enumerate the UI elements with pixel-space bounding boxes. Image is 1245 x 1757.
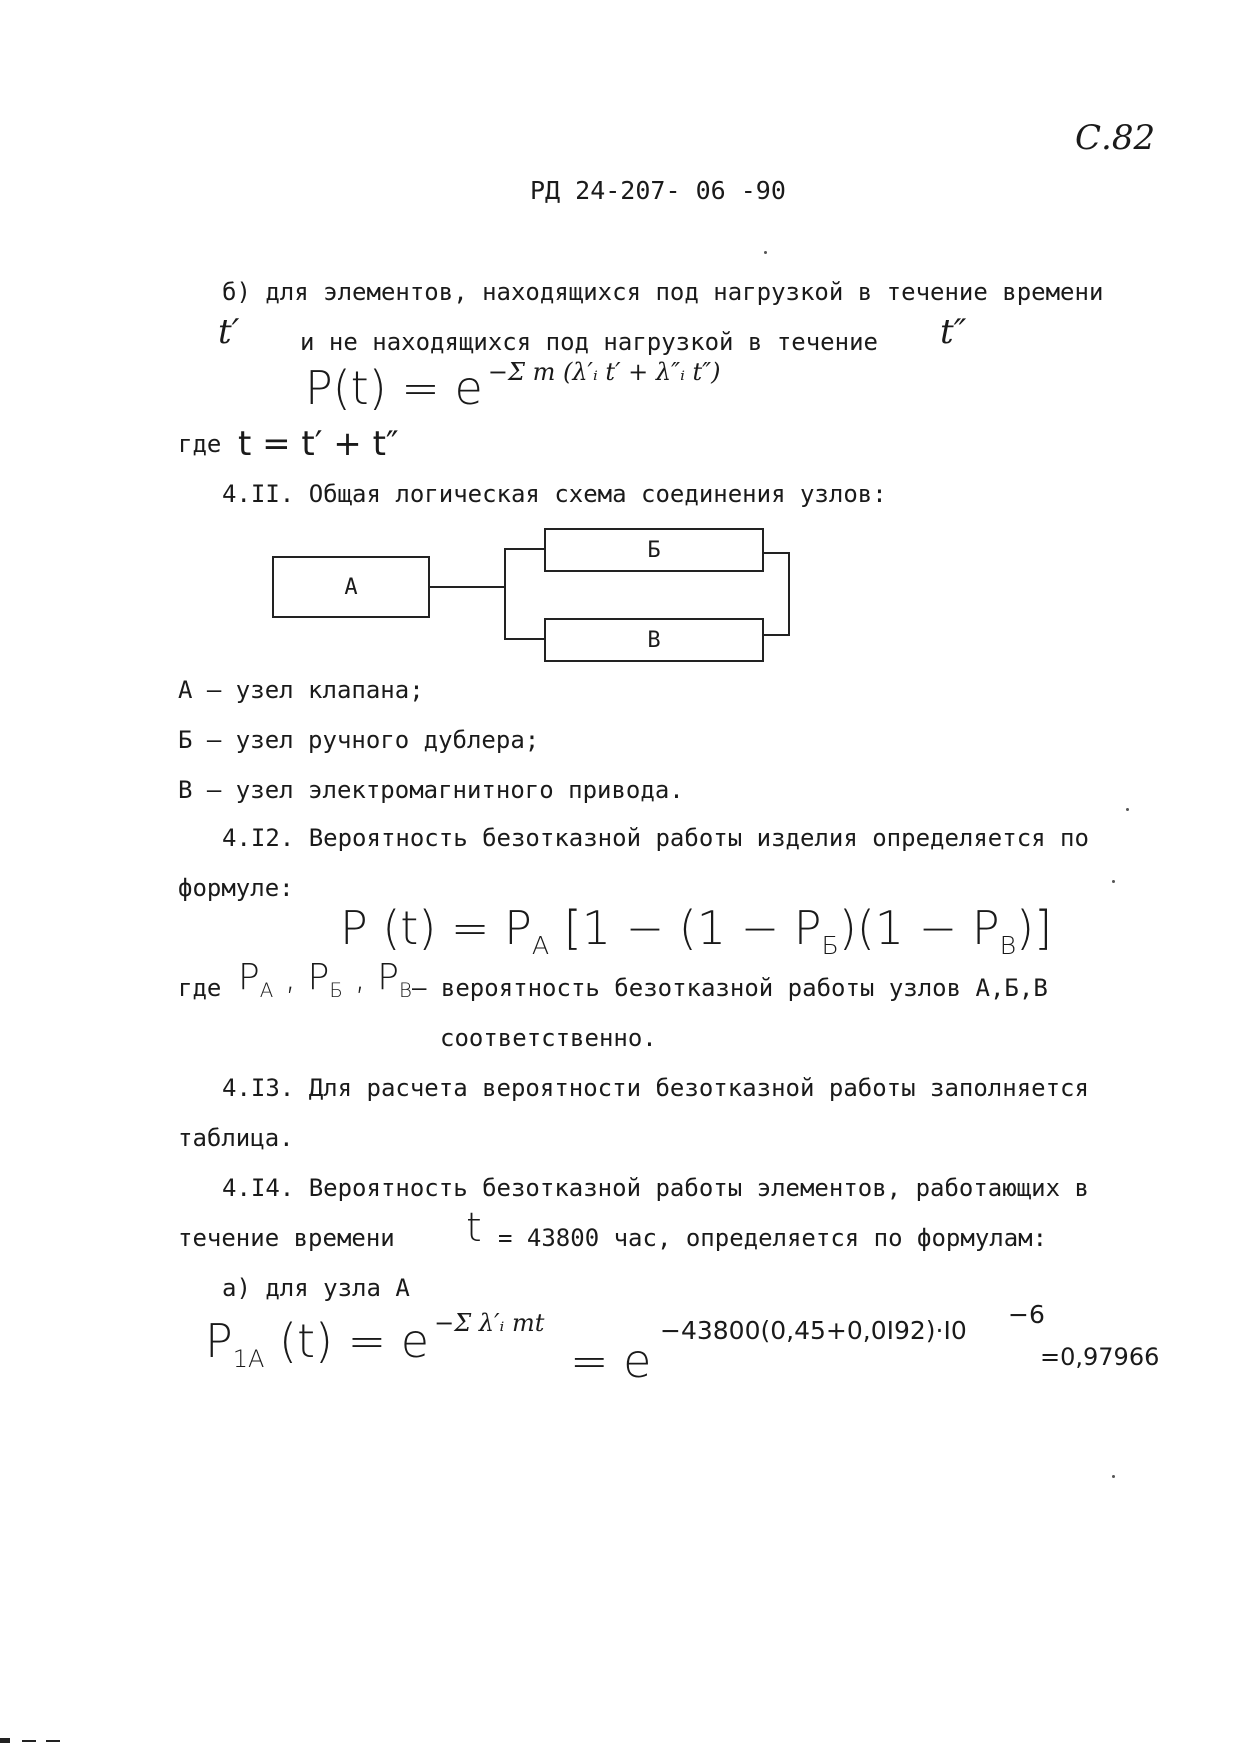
paragraph-4-13-line1: 4.I3. Для расчета вероятности безотказной работы заполняется (222, 1074, 1089, 1102)
t-prime-symbol: t′ (218, 312, 240, 352)
where-expression-1: t = t′ + t″ (238, 424, 399, 464)
legend-b: Б – узел ручного дублера; (178, 726, 540, 754)
scan-speck (764, 251, 767, 254)
formula-section-b: P(t) = e −Σ m (λ′ᵢ t′ + λ″ᵢ t″) (305, 358, 721, 415)
item-a-heading: а) для узла А (222, 1274, 410, 1302)
page-number: С.82 (1075, 118, 1156, 158)
legend-a: А – узел клапана; (178, 676, 424, 704)
node-b (544, 528, 764, 572)
where-text-2: – вероятность безотказной работы узлов А,Б,В (412, 974, 1048, 1002)
t-double-prime-symbol: t″ (940, 312, 967, 352)
formula-p1a: $P_{1A}$ (t) = e −Σ λ′ᵢ mt (205, 1309, 545, 1374)
node-v (544, 618, 764, 662)
formula-eq-e: = e (570, 1334, 652, 1388)
node-a-label: А (344, 574, 358, 600)
section-b-line1: б) для элементов, находящихся под нагрузкой в течение времени (222, 278, 1104, 306)
scan-speck (1112, 880, 1115, 883)
connector-left-to-v (504, 638, 544, 640)
scan-speck (1112, 1475, 1115, 1478)
connector-left-to-b (504, 548, 544, 550)
document-code: РД 24-207- 06 -90 (530, 176, 786, 205)
where-label-2: где (178, 974, 222, 1002)
where-label-1: где (178, 430, 222, 458)
where-text-2b: соответственно. (440, 1024, 657, 1052)
paragraph-4-12-line1: 4.I2. Вероятность безотказной работы изделия определяется по (222, 824, 1089, 852)
scan-edge-mark (46, 1740, 60, 1742)
paragraph-4-13-line2: таблица. (178, 1124, 294, 1152)
node-b-label: Б (647, 537, 661, 563)
scan-edge-mark (22, 1740, 36, 1742)
paragraph-4-14-line2b: = 43800 час, определяется по формулам: (498, 1224, 1048, 1252)
t-symbol: t (466, 1205, 482, 1251)
connector-left-vertical (504, 548, 506, 640)
paragraph-4-12-line2: формуле: (178, 874, 294, 902)
legend-v: В – узел электромагнитного привода. (178, 776, 684, 804)
section-b-line2: и не находящихся под нагрузкой в течение (300, 328, 878, 356)
connector-a-to-split (430, 586, 506, 588)
connector-v-to-right (764, 634, 790, 636)
scan-speck (1126, 808, 1129, 811)
scan-edge-mark (0, 1738, 10, 1743)
node-a (272, 556, 430, 618)
formula-result: =0,97966 (1040, 1343, 1160, 1371)
connector-b-to-right (764, 552, 790, 554)
formula-exponent: −43800(0,45+0,0I92)·I0 (660, 1316, 967, 1345)
node-v-label: В (647, 627, 661, 653)
formula-4-12: P $(t) = P_A$ $[1 - (1 - P_Б)(1 - P_В)]$ (340, 901, 1053, 961)
formula-exponent-power: −6 (1008, 1300, 1045, 1329)
paragraph-4-14-line2a: течение времени (178, 1224, 395, 1252)
connector-right-vertical (788, 552, 790, 636)
paragraph-4-11: 4.II. Общая логическая схема соединения узлов: (222, 480, 887, 508)
where-symbols-2: $P_A$ , $P_Б$ , $P_В$ (238, 957, 412, 1003)
paragraph-4-14-line1: 4.I4. Вероятность безотказной работы элементов, работающих в (222, 1174, 1089, 1202)
